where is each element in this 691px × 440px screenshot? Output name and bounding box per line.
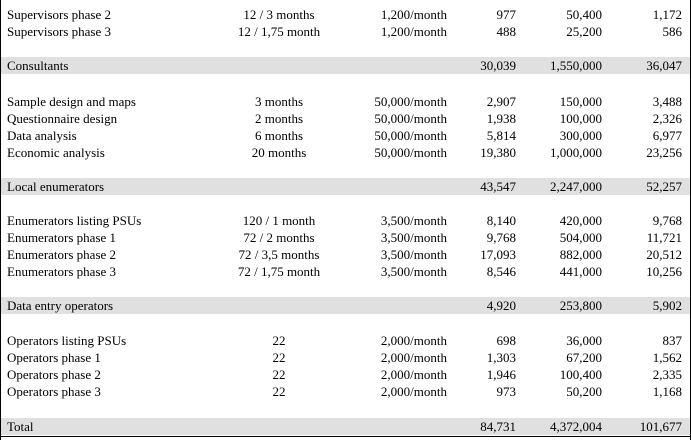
- row-value-2: 67,200: [566, 350, 602, 365]
- table-bottom-border: [1, 436, 690, 437]
- row-value-1: 1,946: [486, 367, 516, 382]
- row-value-3: 20,512: [646, 247, 682, 262]
- row-value-2: 4,372,004: [550, 419, 602, 434]
- row-duration: 12 / 3 months: [243, 7, 315, 22]
- row-value-2: 1,550,000: [550, 58, 602, 73]
- row-value-1: 8,140: [486, 213, 516, 228]
- row-value-3: 3,488: [652, 94, 682, 109]
- row-rate: 3,500/month: [380, 264, 447, 279]
- row-label: Economic analysis: [7, 145, 105, 160]
- row-label: Data entry operators: [7, 298, 114, 313]
- row-value-3: 101,677: [639, 419, 682, 434]
- row-duration: 2 months: [254, 111, 304, 126]
- row-rate: 50,000/month: [374, 128, 447, 143]
- table-row: [1, 212, 690, 229]
- row-value-2: 882,000: [559, 247, 602, 262]
- section-row: [1, 418, 690, 435]
- row-label: Local enumerators: [7, 179, 105, 194]
- row-value-2: 150,000: [559, 94, 602, 109]
- row-label: Operators phase 1: [7, 350, 101, 365]
- table-row: [1, 229, 690, 246]
- row-value-2: 441,000: [559, 264, 602, 279]
- row-rate: 50,000/month: [374, 94, 447, 109]
- row-duration: 12 / 1,75 month: [237, 24, 321, 39]
- row-value-2: 420,000: [559, 213, 602, 228]
- row-value-2: 100,400: [559, 367, 602, 382]
- row-duration: [201, 297, 357, 314]
- row-duration: 22: [272, 384, 286, 399]
- table-row: [1, 110, 690, 127]
- row-duration: [201, 178, 357, 195]
- row-value-3: 1,562: [652, 350, 682, 365]
- row-rate: 2,000/month: [380, 384, 447, 399]
- row-value-2: 50,400: [566, 7, 602, 22]
- row-value-1: 698: [496, 333, 516, 348]
- row-value-2: 1,000,000: [550, 145, 602, 160]
- row-value-3: 11,721: [646, 230, 682, 245]
- row-duration: [201, 418, 357, 435]
- row-value-3: 36,047: [646, 58, 682, 73]
- row-value-3: 1,168: [652, 384, 682, 399]
- row-value-3: 9,768: [652, 213, 682, 228]
- table-row: [1, 263, 690, 280]
- row-value-3: 6,977: [652, 128, 682, 143]
- table-row: [1, 144, 690, 161]
- row-rate: [341, 418, 447, 435]
- row-value-1: 973: [496, 384, 516, 399]
- row-rate: 3,500/month: [380, 230, 447, 245]
- row-value-1: 17,093: [480, 247, 516, 262]
- section-row: [1, 297, 690, 314]
- row-rate: 50,000/month: [374, 145, 447, 160]
- table-row: [1, 383, 690, 400]
- row-value-3: 837: [662, 333, 682, 348]
- row-duration: 22: [272, 367, 286, 382]
- row-duration: 72 / 2 months: [243, 230, 315, 245]
- row-value-1: 19,380: [480, 145, 516, 160]
- row-rate: 50,000/month: [374, 111, 447, 126]
- row-label: Supervisors phase 2: [7, 7, 111, 22]
- row-value-3: 23,256: [646, 145, 682, 160]
- table-row: [1, 93, 690, 110]
- row-value-2: 36,000: [566, 333, 602, 348]
- table-row: [1, 349, 690, 366]
- table-row: [1, 246, 690, 263]
- row-rate: 3,500/month: [380, 213, 447, 228]
- row-label: Enumerators phase 3: [7, 264, 117, 279]
- row-rate: 3,500/month: [380, 247, 447, 262]
- row-duration: 72 / 3,5 months: [238, 247, 320, 262]
- row-rate: [341, 178, 447, 195]
- section-row: [1, 178, 690, 195]
- row-value-1: 488: [496, 24, 516, 39]
- row-value-2: 300,000: [559, 128, 602, 143]
- row-duration: 20 months: [251, 145, 307, 160]
- row-value-1: 977: [496, 7, 516, 22]
- row-rate: 2,000/month: [380, 350, 447, 365]
- row-rate: 2,000/month: [380, 333, 447, 348]
- row-value-1: 2,907: [486, 94, 516, 109]
- row-duration: [201, 57, 357, 74]
- row-value-1: 43,547: [480, 179, 516, 194]
- table-row: [1, 23, 690, 40]
- row-label: Operators phase 3: [7, 384, 101, 399]
- row-duration: 120 / 1 month: [242, 213, 316, 228]
- row-label: Total: [7, 419, 34, 434]
- row-value-1: 4,920: [486, 298, 516, 313]
- row-rate: 1,200/month: [380, 7, 447, 22]
- row-value-1: 5,814: [486, 128, 516, 143]
- row-value-2: 50,200: [566, 384, 602, 399]
- row-value-2: 504,000: [559, 230, 602, 245]
- row-value-1: 84,731: [480, 419, 516, 434]
- row-duration: 6 months: [254, 128, 304, 143]
- row-value-3: 2,326: [652, 111, 682, 126]
- row-value-3: 5,902: [652, 298, 682, 313]
- row-value-1: 9,768: [486, 230, 516, 245]
- row-label: Sample design and maps: [7, 94, 136, 109]
- row-label: Enumerators phase 1: [7, 230, 117, 245]
- row-value-1: 30,039: [480, 58, 516, 73]
- row-value-3: 586: [662, 24, 682, 39]
- row-value-2: 100,000: [559, 111, 602, 126]
- row-value-3: 10,256: [646, 264, 682, 279]
- table-row: [1, 6, 690, 23]
- row-duration: 72 / 1,75 month: [237, 264, 321, 279]
- row-value-1: 8,546: [486, 264, 516, 279]
- row-label: Supervisors phase 3: [7, 24, 111, 39]
- row-label: Operators phase 2: [7, 367, 101, 382]
- row-rate: [341, 57, 447, 74]
- row-value-3: 2,335: [652, 367, 682, 382]
- row-label: Data analysis: [7, 128, 77, 143]
- row-label: Consultants: [7, 58, 69, 73]
- row-rate: 2,000/month: [380, 367, 447, 382]
- row-label: Enumerators listing PSUs: [7, 213, 142, 228]
- table-row: [1, 127, 690, 144]
- table-row: [1, 332, 690, 349]
- row-duration: 22: [272, 350, 286, 365]
- row-rate: [341, 297, 447, 314]
- row-label: Operators listing PSUs: [7, 333, 127, 348]
- row-duration: 3 months: [254, 94, 304, 109]
- row-value-3: 1,172: [652, 7, 682, 22]
- row-duration: 22: [272, 333, 286, 348]
- row-label: Enumerators phase 2: [7, 247, 117, 262]
- row-value-2: 2,247,000: [550, 179, 602, 194]
- row-value-1: 1,938: [486, 111, 516, 126]
- table-row: [1, 366, 690, 383]
- row-label: Questionnaire design: [7, 111, 118, 126]
- row-rate: 1,200/month: [380, 24, 447, 39]
- row-value-2: 253,800: [559, 298, 602, 313]
- row-value-3: 52,257: [646, 179, 682, 194]
- row-value-1: 1,303: [486, 350, 516, 365]
- section-row: [1, 57, 690, 74]
- row-value-2: 25,200: [566, 24, 602, 39]
